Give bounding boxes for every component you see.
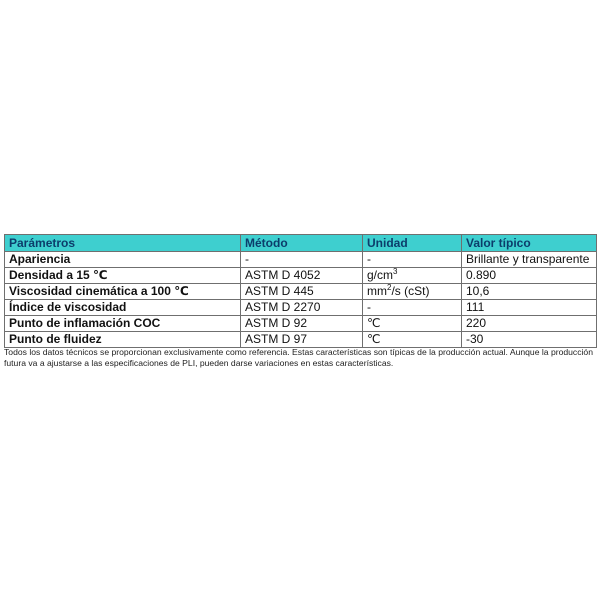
table-row bbox=[5, 252, 597, 268]
unit-text: ℃ bbox=[367, 316, 381, 330]
unit-superscript: 2 bbox=[387, 283, 392, 292]
method-cell: ASTM D 2270 bbox=[241, 300, 363, 316]
parameter-cell: Índice de viscosidad bbox=[5, 300, 241, 316]
column-header-parameters: Parámetros bbox=[5, 235, 241, 252]
value-cell: -30 bbox=[462, 332, 597, 348]
unit-cell bbox=[363, 300, 462, 316]
table-row bbox=[5, 332, 597, 348]
column-header-unit: Unidad bbox=[363, 235, 462, 252]
column-header-method: Método bbox=[241, 235, 363, 252]
table-row bbox=[5, 300, 597, 316]
method-cell: - bbox=[241, 252, 363, 268]
unit-cell bbox=[363, 252, 462, 268]
unit-text: - bbox=[367, 252, 371, 266]
value-cell: 111 bbox=[462, 300, 597, 316]
method-cell: ASTM D 4052 bbox=[241, 268, 363, 284]
parameter-cell: Densidad a 15 ℃ bbox=[5, 268, 241, 284]
parameter-cell: Punto de inflamación COC bbox=[5, 316, 241, 332]
specifications-table bbox=[4, 234, 597, 348]
unit-text: - bbox=[367, 300, 371, 314]
unit-suffix: /s (cSt) bbox=[391, 284, 430, 298]
parameter-cell: Apariencia bbox=[5, 252, 241, 268]
method-cell: ASTM D 445 bbox=[241, 284, 363, 300]
unit-text: g/cm bbox=[367, 268, 394, 282]
unit-text: mm bbox=[367, 284, 387, 298]
unit-cell bbox=[363, 284, 462, 300]
value-cell: 10,6 bbox=[462, 284, 597, 300]
table-row bbox=[5, 268, 597, 284]
value-cell: 0.890 bbox=[462, 268, 597, 284]
value-cell: 220 bbox=[462, 316, 597, 332]
unit-cell bbox=[363, 332, 462, 348]
parameter-cell: Punto de fluidez bbox=[5, 332, 241, 348]
table-row bbox=[5, 284, 597, 300]
table-header-row bbox=[5, 235, 597, 252]
method-cell: ASTM D 97 bbox=[241, 332, 363, 348]
unit-cell bbox=[363, 316, 462, 332]
value-cell: Brillante y transparente bbox=[462, 252, 597, 268]
parameter-cell: Viscosidad cinemática a 100 ℃ bbox=[5, 284, 241, 300]
method-cell: ASTM D 92 bbox=[241, 316, 363, 332]
unit-text: ℃ bbox=[367, 332, 381, 346]
column-header-typical-value: Valor típico bbox=[462, 235, 597, 252]
unit-superscript: 3 bbox=[393, 267, 398, 276]
table-row bbox=[5, 316, 597, 332]
disclaimer-footnote: Todos los datos técnicos se proporcionan exclusivamente como referencia. Estas características son típicas de la producción actual. Aunque la producción futura va a ajustarse a las especificaciones de PLI, pueden darse variaciones en estas características. bbox=[4, 347, 593, 368]
unit-cell bbox=[363, 268, 462, 284]
